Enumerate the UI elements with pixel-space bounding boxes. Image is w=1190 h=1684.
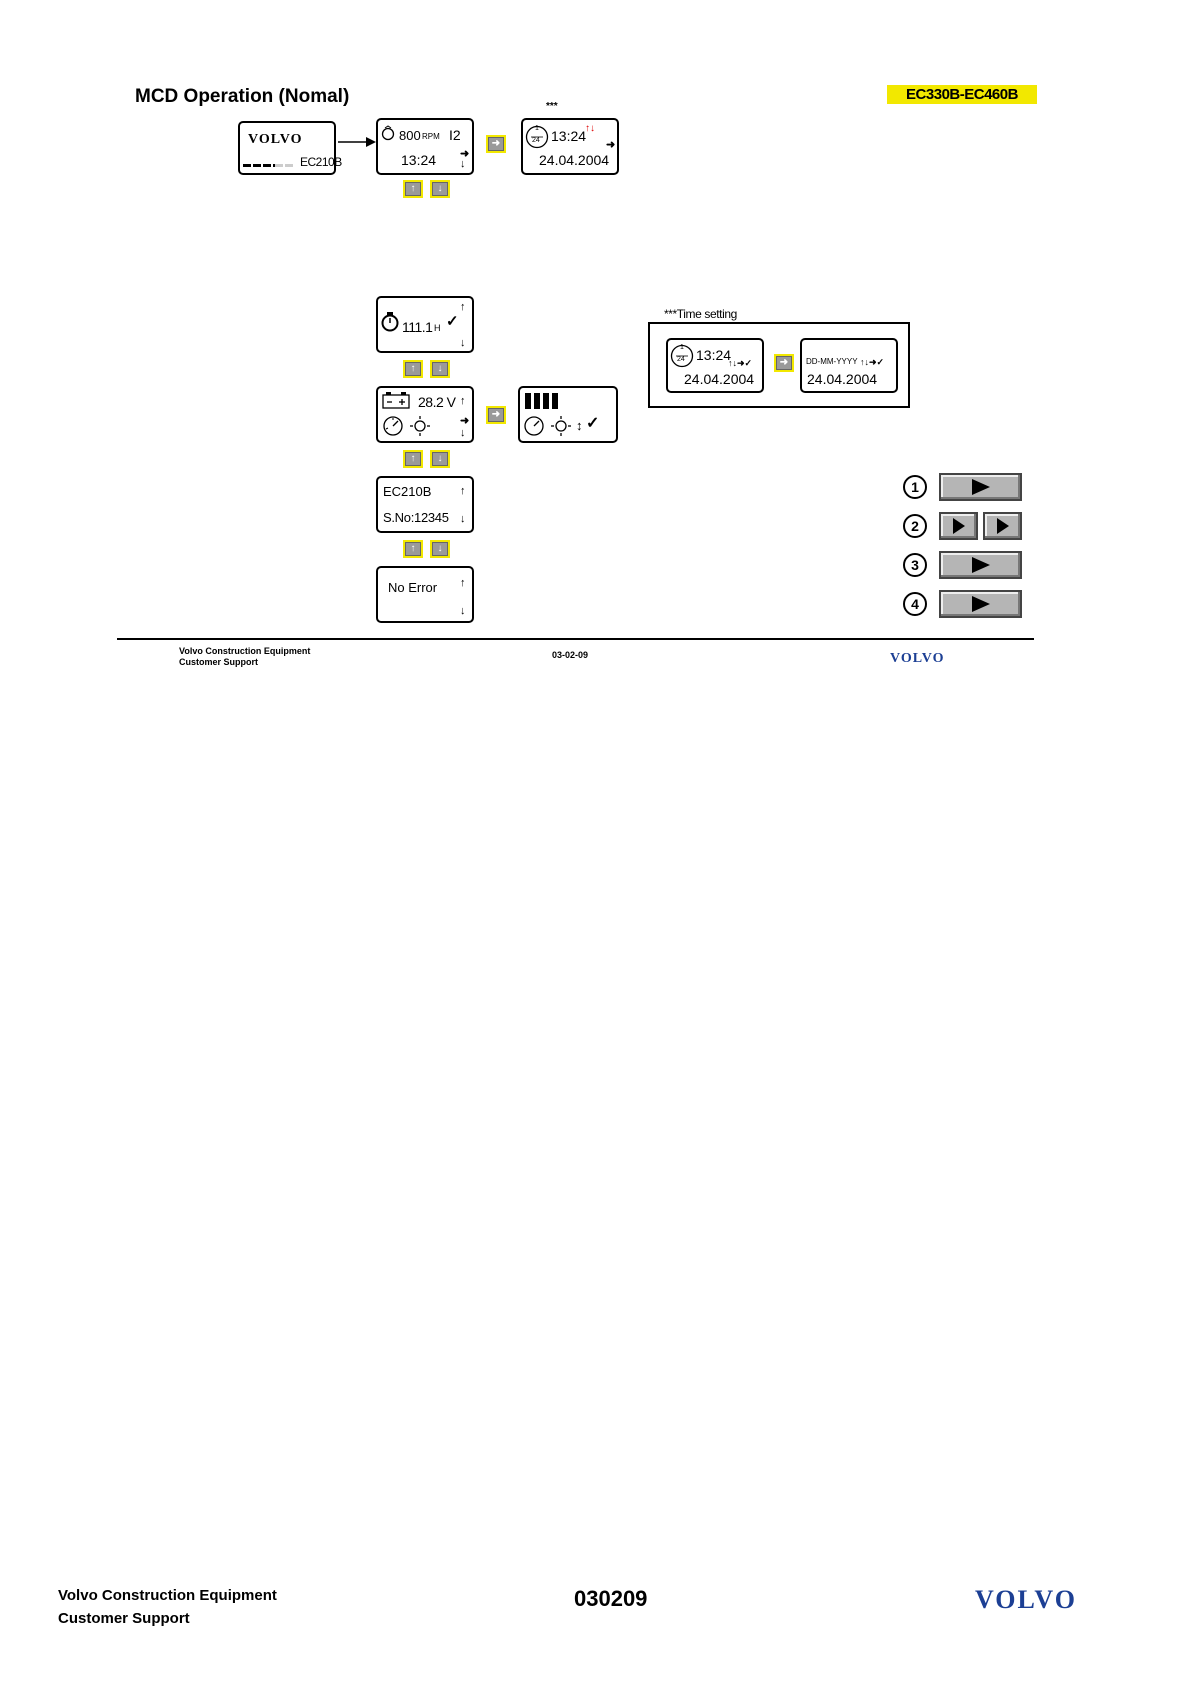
- right-arrow-icon: ➜: [460, 148, 470, 160]
- up-arrow-icon: ↑: [460, 485, 466, 497]
- time-setting-dial-top: 1: [680, 344, 684, 351]
- up-down-right-check-icon: ↑↓➜✓: [728, 358, 753, 368]
- up-arrow-icon: ↑: [405, 362, 421, 376]
- page-footer-logo: VOLVO: [975, 1585, 1077, 1614]
- step-4-play-button[interactable]: [939, 590, 1022, 618]
- engine-rpm-icon: [381, 125, 395, 141]
- model-range-badge: EC330B-EC460B: [887, 85, 1037, 104]
- page-title: MCD Operation (Nomal): [135, 86, 350, 107]
- down-arrow-icon: ↓: [432, 542, 448, 556]
- up-button[interactable]: [403, 540, 423, 558]
- play-icon: [972, 479, 990, 495]
- battery-icon: [382, 391, 410, 409]
- gauge-icon: [523, 415, 545, 437]
- gauge-icon: [382, 415, 404, 437]
- step-1-play-button[interactable]: [939, 473, 1022, 501]
- down-button[interactable]: [430, 540, 450, 558]
- page-footer-company: Volvo Construction Equipment: [58, 1587, 277, 1604]
- up-arrow-icon: ↑: [405, 182, 421, 196]
- time-setting-clock-screen: [666, 338, 764, 393]
- up-arrow-icon: ↑: [460, 301, 466, 313]
- step-2-play-button-a[interactable]: [939, 512, 978, 540]
- right-arrow-icon: ➜: [606, 139, 616, 151]
- main-screen: [376, 118, 474, 175]
- date-format: DD-MM-YYYY: [806, 357, 858, 366]
- step-4-marker: 4: [903, 592, 927, 616]
- boot-brand: VOLVO: [248, 132, 303, 147]
- next-button[interactable]: [774, 354, 794, 372]
- right-arrow-icon: ➜: [488, 408, 504, 422]
- down-arrow-icon: ↓: [460, 158, 466, 170]
- down-arrow-icon: ↓: [460, 513, 466, 525]
- up-down-right-check-icon: ↑↓➜✓: [860, 357, 885, 367]
- clock-dial-top: 1: [535, 125, 539, 132]
- step-2-marker: 2: [903, 514, 927, 538]
- machine-info-screen: [376, 476, 474, 533]
- down-arrow-icon: ↓: [432, 362, 448, 376]
- clock-dial-bottom: 24: [532, 137, 540, 144]
- up-button[interactable]: [403, 450, 423, 468]
- up-button[interactable]: [403, 180, 423, 198]
- time-setting-label: ***Time setting: [664, 307, 737, 321]
- hours-screen: [376, 296, 474, 353]
- time-setting-dial-bottom: 24: [677, 356, 685, 363]
- time-setting-panel: [648, 322, 910, 408]
- slide-footer-company: Volvo Construction Equipment: [179, 646, 311, 656]
- next-button[interactable]: [486, 135, 506, 153]
- check-icon: ✓: [586, 415, 600, 432]
- down-button[interactable]: [430, 450, 450, 468]
- stopwatch-icon: [380, 312, 400, 332]
- clock-marker: ***: [546, 101, 558, 112]
- hours-value: 111.1: [402, 319, 433, 335]
- up-down-arrows-icon: ↕: [576, 418, 583, 433]
- clock-screen: [521, 118, 619, 175]
- time-setting-date: 24.04.2004: [684, 371, 755, 387]
- boot-screen: [238, 121, 342, 175]
- right-arrow-icon: ➜: [488, 137, 504, 151]
- error-text: No Error: [388, 580, 438, 595]
- main-time: 13:24: [401, 152, 437, 168]
- brightness-level-bars: [525, 393, 561, 409]
- down-button[interactable]: [430, 360, 450, 378]
- step-3-marker: 3: [903, 553, 927, 577]
- play-icon: [997, 518, 1009, 534]
- up-arrow-icon: ↑: [460, 395, 466, 407]
- up-arrow-icon: ↑: [405, 542, 421, 556]
- machine-model: EC210B: [383, 484, 432, 499]
- time-setting-date-screen: [800, 338, 898, 393]
- down-arrow-icon: ↓: [432, 452, 448, 466]
- down-arrow-icon: ↓: [460, 337, 466, 349]
- flow-arrow-icon: [338, 136, 376, 148]
- check-icon: ✓: [446, 313, 459, 330]
- page-footer-department: Customer Support: [58, 1610, 190, 1627]
- step-3-play-button[interactable]: [939, 551, 1022, 579]
- light-icon: [551, 416, 571, 436]
- play-icon: [972, 596, 990, 612]
- voltage-screen: [376, 386, 474, 443]
- light-icon: [410, 416, 430, 436]
- down-arrow-icon: ↓: [432, 182, 448, 196]
- down-button[interactable]: [430, 180, 450, 198]
- machine-serial: S.No:12345: [383, 510, 449, 525]
- slide-footer-divider: [117, 638, 1034, 640]
- boot-progress-empty: [275, 164, 295, 167]
- step-1-marker: 1: [903, 475, 927, 499]
- right-arrow-icon: ➜: [460, 415, 470, 427]
- up-button[interactable]: [403, 360, 423, 378]
- hours-unit: H: [434, 323, 441, 333]
- clock-time: 13:24: [551, 128, 587, 144]
- next-button[interactable]: [486, 406, 506, 424]
- play-icon: [972, 557, 990, 573]
- clock-date: 24.04.2004: [539, 152, 610, 168]
- play-icon: [953, 518, 965, 534]
- rpm-value: 800: [399, 128, 421, 143]
- down-arrow-icon: ↓: [460, 427, 466, 439]
- time-setting-right-date: 24.04.2004: [807, 371, 878, 387]
- down-arrow-icon: ↓: [460, 605, 466, 617]
- slide-footer-logo: VOLVO: [890, 651, 945, 666]
- boot-model: EC210B: [300, 155, 342, 169]
- step-2-play-button-b[interactable]: [983, 512, 1022, 540]
- voltage-value: 28.2 V: [418, 394, 456, 410]
- error-screen: [376, 566, 474, 623]
- brightness-screen: [518, 386, 618, 443]
- slide-footer-department: Customer Support: [179, 657, 259, 667]
- up-arrow-icon: ↑: [460, 577, 466, 589]
- gear-value: I2: [449, 127, 461, 143]
- rpm-unit: RPM: [422, 132, 440, 141]
- time-setting-time: 13:24: [696, 347, 732, 363]
- right-arrow-icon: ➜: [776, 356, 792, 370]
- up-down-arrows-icon: ↑↓: [585, 123, 595, 134]
- up-arrow-icon: ↑: [405, 452, 421, 466]
- page-footer-code: 030209: [574, 1586, 648, 1611]
- slide-footer-code: 03-02-09: [552, 650, 589, 660]
